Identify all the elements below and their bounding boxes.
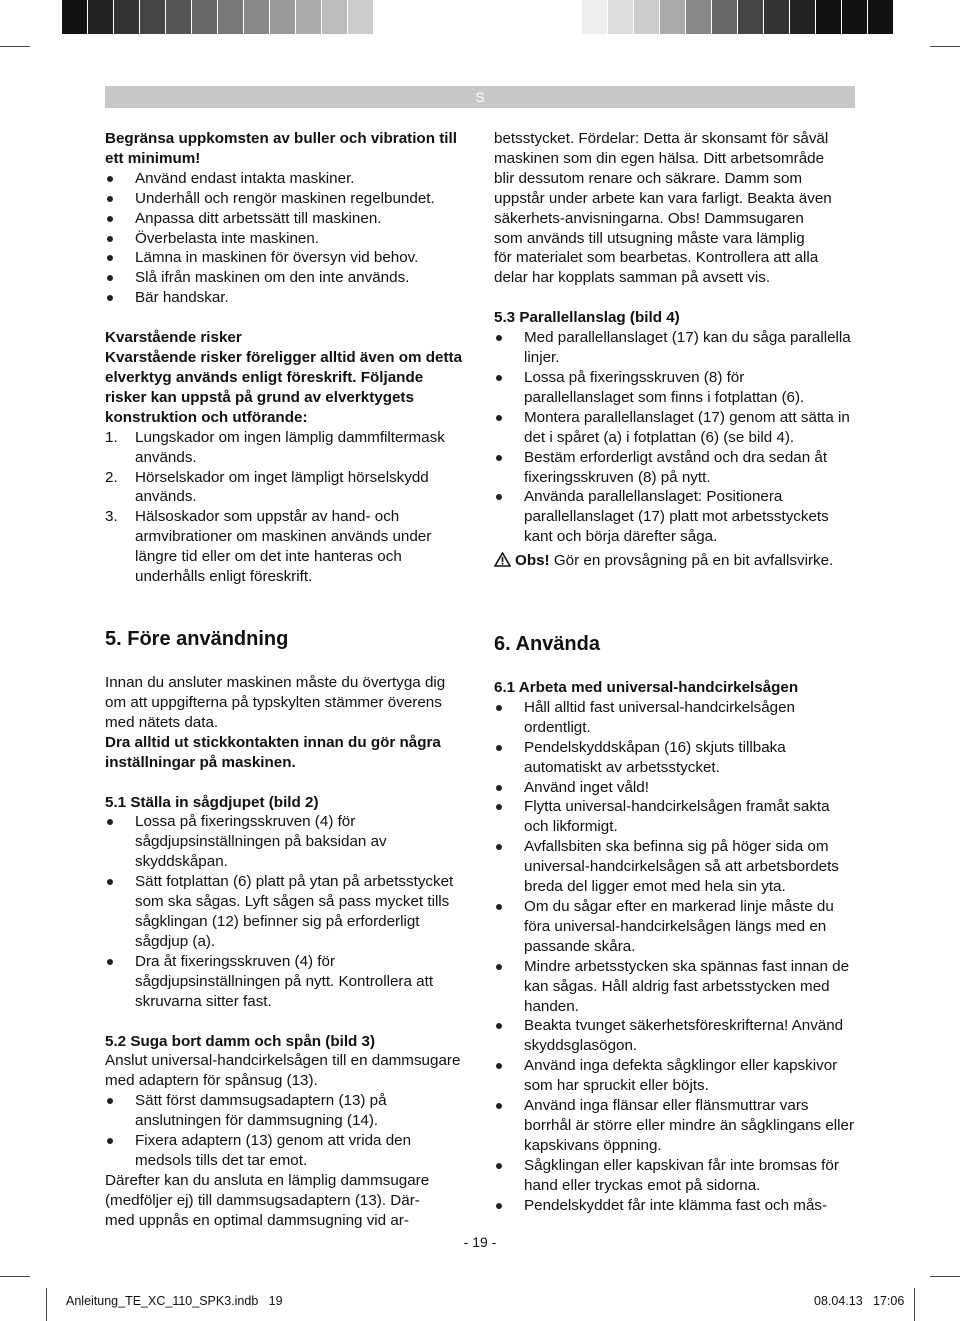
section-5-intro: Innan du ansluter maskinen måste du övertyga dig om att uppgifterna på typskylten stämmer överens med nätets data. (105, 674, 446, 731)
noise-heading: Begränsa uppkomsten av buller och vibration till ett minimum! (105, 130, 457, 167)
section-5-1-list (105, 812, 467, 1011)
list-item: Anpassa ditt arbetssätt till maskinen. (105, 209, 467, 229)
section-5-intro-bold: Dra alltid ut stickkontakten innan du gör några inställningar på maskinen. (105, 733, 441, 771)
section-5-1-title: 5.1 Ställa in sågdjupet (bild 2) (105, 793, 319, 811)
list-item: Beakta tvunget säkerhetsföreskrifterna! Använd skyddsglasögon. (494, 1016, 856, 1056)
warning-icon (494, 552, 511, 567)
crop-mark (0, 46, 30, 47)
list-item: Slå ifrån maskinen om den inte används. (105, 268, 467, 288)
list-item: Pendelskyddskåpan (16) skjuts tillbaka automatiskt av arbetsstycket. (494, 738, 856, 778)
crop-mark (914, 1288, 915, 1321)
crop-mark (0, 1276, 30, 1277)
risk-intro: Kvarstående risker föreligger alltid även om detta elverktyg används enligt föreskrift. Följande risker kan uppstå på grund av elverktygets konstruktion och utförande: (105, 349, 463, 426)
section-5-2-list (105, 1091, 467, 1171)
list-item: Bär handskar. (105, 288, 467, 308)
list-item: 1. Lungskador om ingen lämplig dammfiltermask används. (105, 428, 445, 466)
warning-text: Gör en provsågning på en bit avfallsvirke. (549, 552, 834, 570)
list-item: 2. Hörselskador om inget lämpligt hörselskydd används. (105, 468, 429, 506)
list-item: Överbelasta inte maskinen. (105, 229, 467, 249)
section-5-3-list (494, 328, 856, 547)
list-item: Sätt först dammsugsadaptern (13) på anslutningen för dammsugning (14). (105, 1091, 467, 1131)
crop-mark (46, 1288, 47, 1321)
section-5-2-continued-line: blir dessutom renare och säkrare. Damm som (494, 169, 803, 187)
list-item: Använd endast intakta maskiner. (105, 169, 467, 189)
registration-bar-right (582, 0, 894, 34)
list-item: 3. Hälsoskador som uppstår av hand- och armvibrationer om maskinen används under längre tid eller om det inte hanteras och underhålls enligt föreskrift. (105, 508, 432, 586)
list-item: Lämna in maskinen för översyn vid behov. (105, 248, 467, 268)
list-item: Fixera adaptern (13) genom att vrida den medsols tills det tar emot. (105, 1131, 467, 1171)
list-item: Lossa på fixeringsskruven (4) för sågdjupsinställningen på baksidan av skyddskåpan. (105, 812, 467, 872)
section-5-2-continued-line: betsstycket. Fördelar: Detta är skonsamt för såväl (494, 130, 829, 147)
list-item: Använd inget våld! (494, 778, 856, 798)
language-code: S (475, 89, 485, 105)
section-5-2-intro: Anslut universal-handcirkelsågen till en dammsugare med adaptern för spånsug (13). (105, 1052, 461, 1090)
noise-bullet-list (105, 169, 467, 308)
footer-date: 08.04.13 (814, 1294, 863, 1308)
list-item: Pendelskyddet får inte klämma fast och mås- (494, 1196, 856, 1216)
right-column-bottom (494, 632, 856, 1215)
warning-label: Obs! (515, 552, 550, 570)
crop-mark (930, 1276, 960, 1277)
list-item: Sätt fotplattan (6) platt på ytan på arbetsstycket som ska sågas. Lyft sågen så pass mycket tills sågklingan (12) befinner sig på erforderligt sågdjup (a). (105, 872, 467, 952)
section-6-1-title: 6.1 Arbeta med universal-handcirkelsågen (494, 679, 799, 696)
section-5-2-continued-line: säkerhets-anvisningarna. Obs! Dammsugaren (494, 209, 804, 227)
list-item: Håll alltid fast universal-handcirkelsågen ordentligt. (494, 698, 856, 738)
list-item: Använd inga defekta sågklingor eller kapskivor som har spruckit eller böjts. (494, 1056, 856, 1096)
section-5-2-continued-line: maskinen som din egen hälsa. Ditt arbetsområde (494, 149, 825, 167)
section-5-2-outro-line: Därefter kan du ansluta en lämplig dammsugare (105, 1171, 430, 1189)
section-5-2-continued-line: uppstår under arbete kan vara farligt. Beakta även (494, 189, 832, 207)
left-column-top (105, 129, 467, 587)
section-6-title: 6. Använda (494, 633, 600, 655)
page-number: - 19 - (463, 1234, 497, 1250)
section-5-2-outro-line: med uppnås en optimal dammsugning vid ar- (105, 1211, 409, 1229)
registration-bar-left (62, 0, 374, 34)
section-5-2-outro-line: (medföljer ej) till dammsugsadaptern (13). Där- (105, 1191, 420, 1209)
warning-note (494, 551, 856, 571)
footer-file: Anleitung_TE_XC_110_SPK3.indb 19 (66, 1294, 283, 1308)
list-item: Använda parallellanslaget: Positionera parallellanslaget (17) platt mot arbetsstyckets kant och börja därefter såga. (494, 487, 856, 547)
list-item: Montera parallellanslaget (17) genom att sätta in det i spåret (a) i fotplattan (6) (se bild 4). (494, 408, 856, 448)
list-item: Använd inga flänsar eller flänsmuttrar vars borrhål är större eller mindre än sågklingans eller kapskivans öppning. (494, 1096, 856, 1156)
list-item: Avfallsbiten ska befinna sig på höger sida om universal-handcirkelsågen så att arbetsbordets breda del ligger emot med hela sin yta. (494, 837, 856, 897)
section-5-title: 5. Före användning (105, 628, 289, 650)
risk-list (105, 428, 467, 587)
list-item: Med parallellanslaget (17) kan du såga parallella linjer. (494, 328, 856, 368)
list-item: Lossa på fixeringsskruven (8) för parallellanslaget som finns i fotplattan (6). (494, 368, 856, 408)
list-item: Underhåll och rengör maskinen regelbundet. (105, 189, 467, 209)
section-5-3-title: 5.3 Parallellanslag (bild 4) (494, 309, 680, 327)
list-item: Mindre arbetsstycken ska spännas fast innan de kan sågas. Håll aldrig fast arbetsstycken med handen. (494, 957, 856, 1017)
list-item: Sågklingan eller kapskivan får inte bromsas för hand eller tryckas emot på sidorna. (494, 1156, 856, 1196)
section-6-1-list (494, 698, 856, 1216)
risk-heading: Kvarstående risker (105, 329, 242, 347)
section-5-2-continued-line: delar har kopplats samman på avsett vis. (494, 269, 771, 287)
right-column-top (494, 129, 856, 571)
language-header-band (105, 86, 855, 108)
footer-time: 17:06 (873, 1294, 905, 1308)
left-column-bottom (105, 627, 467, 1231)
section-5-2-continued-line: som används till utsugning måste vara lämplig (494, 229, 805, 247)
crop-mark (930, 46, 960, 47)
list-item: Dra åt fixeringsskruven (4) för sågdjupsinställningen på nytt. Kontrollera att skruvarna sitter fast. (105, 952, 467, 1012)
list-item: Om du sågar efter en markerad linje måste du föra universal-handcirkelsågen längs med en passande skåra. (494, 897, 856, 957)
list-item: Flytta universal-handcirkelsågen framåt sakta och likformigt. (494, 797, 856, 837)
section-5-2-continued-line: för materialet som bearbetas. Kontrollera att alla (494, 249, 819, 267)
list-item: Bestäm erforderligt avstånd och dra sedan åt fixeringsskruven (8) på nytt. (494, 448, 856, 488)
section-5-2-title: 5.2 Suga bort damm och spån (bild 3) (105, 1032, 376, 1050)
